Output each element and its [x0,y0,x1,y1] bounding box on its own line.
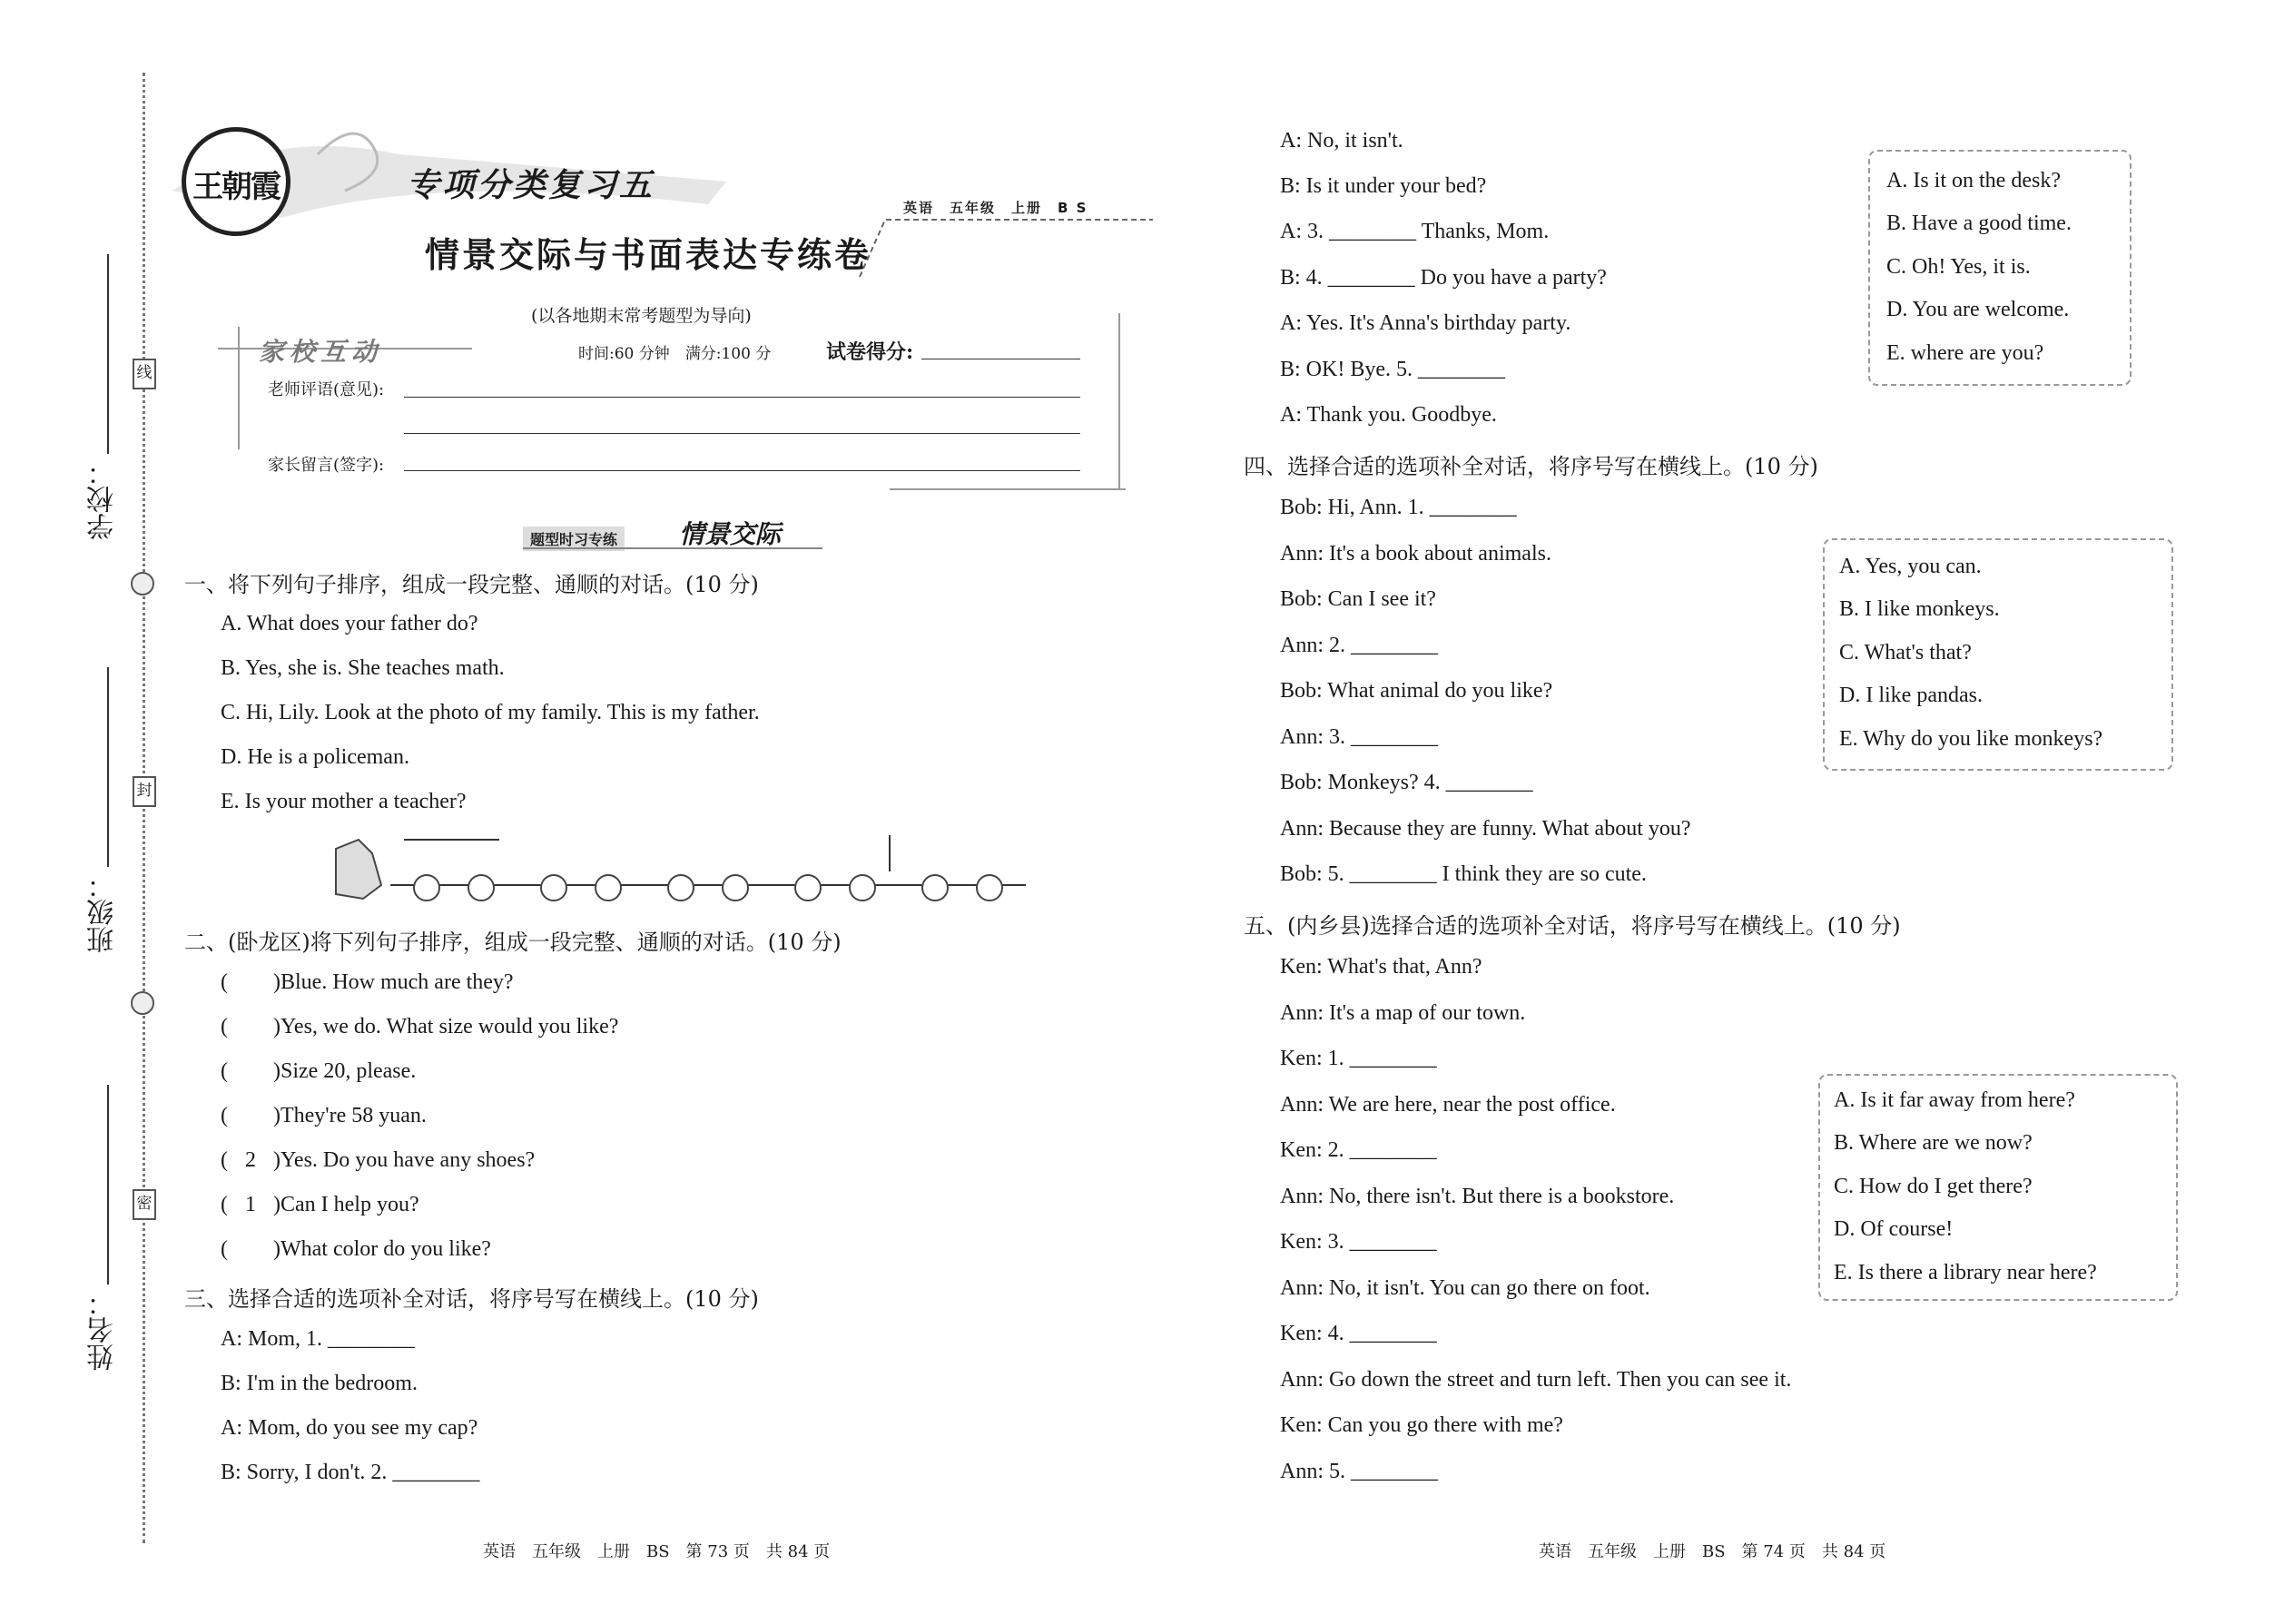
dialogue-line: Ann: It's a book about animals. [1280,542,1551,566]
dialogue-line: Ken: 1. ________ [1280,1047,1437,1070]
option-item: E. where are you? [1886,341,2044,365]
dialogue-line: Ann: We are here, near the post office. [1280,1093,1616,1117]
dialogue-line: Ken: What's that, Ann? [1280,955,1482,979]
teacher-comment-field-2[interactable] [404,433,1080,434]
seal-mark: 密 [133,1189,156,1220]
part1-item: C. Hi, Lily. Look at the photo of my family. This is my father. [221,701,760,724]
name-label: 姓名： [87,1289,119,1371]
dialogue-line: Ann: 5. ________ [1280,1460,1438,1483]
part1-heading: 一、将下列句子排序，组成一段完整、通顺的对话。(10 分) [184,572,759,597]
frame-line [238,327,240,449]
dialogue-line: Ken: 2. ________ [1280,1138,1437,1162]
part2-item: ( )Yes, we do. What size would you like? [221,1015,619,1038]
part1-item: E. Is your mother a teacher? [221,790,467,813]
option-item: C. What's that? [1839,641,1972,664]
teacher-comment-label: 老师评语(意见): [268,380,385,399]
part2-item: ( )What color do you like? [221,1237,491,1261]
parent-note-label: 家长留言(签字): [268,456,385,475]
dialogue-line: A: Mom, 1. ________ [221,1327,416,1351]
option-item: C. Oh! Yes, it is. [1886,255,2031,279]
main-title: 情景交际与书面表达专练卷 [425,234,872,275]
dialogue-line: Bob: Monkeys? 4. ________ [1280,771,1533,794]
dialogue-line: Ann: Go down the street and turn left. Then you can see it. [1280,1368,1792,1392]
option-item: C. How do I get there? [1834,1175,2033,1198]
score-label: 试卷得分: [826,340,914,364]
school-field-line [107,254,109,454]
order-number[interactable]: 1 [245,1193,256,1216]
dialogue-line: Ann: 2. ________ [1280,634,1438,657]
parent-note-field[interactable] [404,470,1080,471]
time-info: 时间:60 分钟 满分:100 分 [578,345,772,363]
part1-item: D. He is a policeman. [221,745,409,769]
class-field-line [107,667,109,867]
school-label: 学校： [87,458,119,540]
dialogue-line: Bob: Hi, Ann. 1. ________ [1280,496,1517,519]
footer-left: 英语 五年级 上册 BS 第 73 页 共 84 页 [483,1542,831,1561]
series-title: 专项分类复习五 [407,166,655,204]
binding-hole-icon [131,991,154,1015]
option-item: A. Is it far away from here? [1834,1088,2075,1112]
option-item: E. Is there a library near here? [1834,1261,2097,1284]
part2-item: ( 2 )Yes. Do you have any shoes? [221,1148,536,1172]
footer-right: 英语 五年级 上册 BS 第 74 页 共 84 页 [1539,1542,1886,1561]
option-item: B. Have a good time. [1886,212,2072,235]
section-underline [523,547,822,549]
binding-dotted-line [143,73,145,1543]
option-item: B. Where are we now? [1834,1131,2033,1155]
dialogue-line: B: 4. ________ Do you have a party? [1280,266,1607,290]
home-school-label: 家校互动 [259,337,383,367]
dialogue-line: Ken: 4. ________ [1280,1322,1437,1345]
part3-heading: 三、选择合适的选项补全对话，将序号写在横线上。(10 分) [184,1286,759,1312]
dialogue-line: Ann: Because they are funny. What about you? [1280,817,1691,841]
subject-info: 英语 五年级 上册 B S [903,200,1088,216]
dialogue-line: Ken: Can you go there with me? [1280,1413,1563,1437]
order-number[interactable]: 2 [245,1148,256,1172]
option-item: E. Why do you like monkeys? [1839,727,2103,751]
dialogue-line: Ken: 3. ________ [1280,1230,1437,1254]
option-item: B. I like monkeys. [1839,597,2000,621]
frame-line [1118,313,1120,490]
dialogue-line: Ann: It's a map of our town. [1280,1001,1526,1025]
binding-hole-icon [131,572,154,595]
option-item: D. I like pandas. [1839,684,1983,707]
dialogue-line: Ann: No, it isn't. You can go there on foot. [1280,1276,1650,1300]
publisher-logo: 王朝霞 [182,127,290,236]
dialogue-line: Ann: No, there isn't. But there is a bookstore. [1280,1185,1675,1208]
dialogue-line: A: Mom, do you see my cap? [221,1416,478,1440]
dialogue-line: Ann: 3. ________ [1280,725,1438,749]
dialogue-line: B: I'm in the bedroom. [221,1372,418,1395]
teacher-comment-field[interactable] [404,397,1080,398]
dialogue-line: B: Is it under your bed? [1280,174,1487,198]
part1-item: B. Yes, she is. She teaches math. [221,656,505,680]
dialogue-line: B: Sorry, I don't. 2. ________ [221,1461,480,1484]
ordering-train-graphic [318,831,1026,912]
section-tag: 题型时习专练 [523,527,625,551]
part2-item: ( )Blue. How much are they? [221,970,514,994]
option-item: D. You are welcome. [1886,298,2070,321]
dialogue-line: A: Thank you. Goodbye. [1280,403,1497,427]
title-dashed-frame [858,218,1157,281]
seal-mark: 封 [133,776,156,807]
dialogue-line: Bob: 5. ________ I think they are so cute. [1280,862,1647,886]
part2-item: ( )Size 20, please. [221,1059,417,1083]
dialogue-line: Bob: What animal do you like? [1280,679,1553,703]
part2-item: ( )They're 58 yuan. [221,1104,427,1127]
part1-item: A. What does your father do? [221,612,478,635]
section-title: 情景交际 [679,519,782,549]
frame-line [890,488,1126,490]
option-item: D. Of course! [1834,1217,1954,1241]
option-item: A. Yes, you can. [1839,555,1982,578]
part2-heading: 二、(卧龙区)将下列句子排序，组成一段完整、通顺的对话。(10 分) [184,930,842,955]
class-label: 班级： [87,871,119,953]
part4-heading: 四、选择合适的选项补全对话，将序号写在横线上。(10 分) [1244,454,1818,479]
seal-mark: 线 [133,359,156,389]
option-item: A. Is it on the desk? [1886,169,2061,192]
guide-note: (以各地期末常考题型为导向) [531,306,752,326]
dialogue-line: Bob: Can I see it? [1280,587,1436,611]
name-field-line [107,1085,109,1284]
part5-heading: 五、(内乡县)选择合适的选项补全对话，将序号写在横线上。(10 分) [1244,913,1901,939]
dialogue-line: B: OK! Bye. 5. ________ [1280,358,1505,381]
part2-item: ( 1 )Can I help you? [221,1193,419,1216]
dialogue-line: A: No, it isn't. [1280,129,1403,153]
dialogue-line: A: Yes. It's Anna's birthday party. [1280,311,1571,335]
dialogue-line: A: 3. ________ Thanks, Mom. [1280,220,1550,243]
